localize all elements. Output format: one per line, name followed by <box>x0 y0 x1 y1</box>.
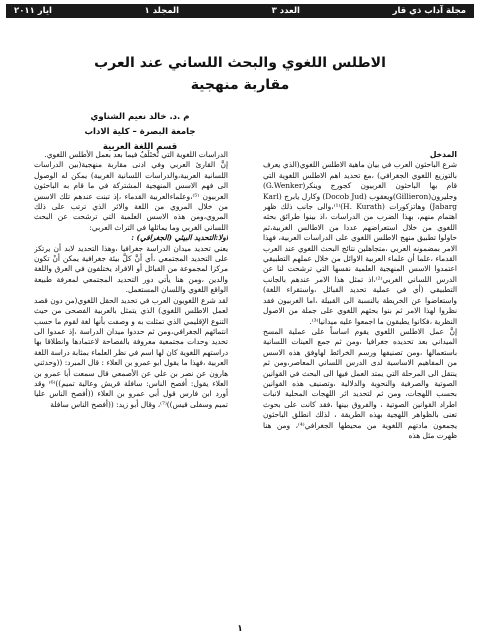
body-paragraph: الدراسات اللغوية التي تُختَلَفُ فيما بعد بعمل الأطلس اللغوي. <box>44 150 228 159</box>
body-paragraph: لقد شرع اللغويون العرب في تحديد الحقل اللغوي(من دون قصد لعمل الاطلس اللغوي) الذي يتمثل بالعربية الفصحى من حيث التنوع الإقليمي الذي تمثلت به و وصفت بأنها لغة لقوم ما حسب انتمائهم الجغرافي،ومن ثم حددوا ميدان الدراسة ،إذ عمدوا الى تحديد وحدات مجتمعية معروفة بالفصاحة لاعتمادها وانطلاقا بها دراستهم اللغوية كان لها اسم في نظر العلماء بمثابة دراسة اللغة العربية ،فهذا ما يقول ابو عمرو بن العلاء : قال المبرد: ((وحدثني هارون عن نصر بن علي عن الأصمعي قال سمعت أبا عمرو بن العلاء يقول: أفصح الناس: سافلة قريش وعالية تميم))⁽⁶⁾ وقد أورد ابن فارس قول أبي عمرو بن العلاء ((أفصح الناس عليا تميم وسفلى قيس))⁽⁷⁾، وقال أبو زيد: ((أفصح الناس سافلة <box>34 295 228 409</box>
body-paragraph: إنَّ القارئ العربي وفي ادنى مقاربة منهجية(بين الدراسات اللسانية العربية،والدراسات اللسانية الغربية) يمكن له الوصول الى فهم الاسس المنهجية المشتركة في ما قام به الباحثون العربيون ⁽⁵⁾،وعلماءالعربية القدماء ،إذ تبنت عندهم تلك الاسس من خلال المروي من اللغة والاثر الذي ترتب على ذلك المروي،ومن هذه الاسس العلمية التي ترشحت عن البحث اللساني الغربي وما يماثلها في التراث العربي: <box>34 160 228 232</box>
issue-number: العدد ٣ <box>271 6 300 16</box>
right-column <box>263 150 457 624</box>
author-name: م .د. خالد نعيم الشناوي <box>90 112 190 122</box>
body-paragraph: شرع الباحثون العرب في بيان ماهية الاطلس اللغوي(الذي يعرف بالتوزيع اللغوي الجغرافي) ،مع تحديد اهم الاطلس اللغوية التي قام بها الباحثون الغربيون كجورج وينكر(G.Wenker) وجليرون(Gillieron)ويعقوب (Docob Jud) وكارل يابرج (Karl Jabarg) وهاتزكورات (H. Kurath)⁽¹⁾،والى جانب ذلك ظهر اهتمام منهم، بهذا الضرب من الدراسات ،اذ بينوا طرائق بحثه اللغوي من خلال استعراضهم عددا من الاطالس الغربية،ثم حاولوا تطبيق منهج الاطلس اللغوي على الدراسات العربية، فهذا الامر بمضمونه العربي ،متجاهلين نتائج البحث اللغوي عند العرب القدماء ،علما أن علماء العربية الاوائل من خلال عملهم التطبيقي اعتمدوا الاسس المنهجية العلمية نفسها التي ترشحت لنا عن الدرس اللساني الغربي⁽²⁾،اذ تمثل هذا الامر عندهم بالجانب التطبيقي (أي في عملية تحديد القبائل ،واستقراء اللغة) واستعاضوا عن الخريطة بالنسبة الى القبيلة ،اما الغربيون فقد نظروا لهذا الامر ثم بنوا بحثهم اللغوي على جملة من الاصول النظرية ،فكانوا يطبقون ما اجمعوا عليه ميدانيا⁽³⁾. <box>263 160 457 326</box>
paper-subtitle: مقاربة منهجية <box>190 77 290 93</box>
section-heading-intro: المدخل <box>429 150 457 159</box>
running-header <box>6 4 474 18</box>
left-column <box>34 150 228 624</box>
author-affiliation: جامعة البصرة – كلية الاداب <box>84 127 196 137</box>
page-number: ١ <box>237 624 243 634</box>
author-department: قسم اللغة العربية <box>102 142 178 152</box>
issue-date: ايار ٢٠١١ <box>14 6 52 16</box>
subsection-heading: اولا:التحديد البيئي (الجغرافي) : <box>131 233 228 243</box>
journal-name: مجلة آداب ذي قار <box>392 6 466 16</box>
volume-number: المجلد ١ <box>144 6 180 16</box>
body-paragraph: إنَّ عمل الاطلس اللغوي يقوم اساساً على عملية المسح الميداني بعد تحديده جغرافيا ،ومن ثم جمع العينات اللسانية باستعمالها ،ومن تصنيفها ورسم الخرائط لهاوفق هذه الاسس من المفاهيم الاساسية لدى الدرس اللساني المعاصر،ومن ثم ينتقل الى المرحلة التي يمتد العمل فيها الى البحث في القوانين الصوتية والصرفية والنحوية والدلالية ،وتصنيف هذه القوانين بحسب اللهجات، ومن ثم لتحديد اثر اللهجات المحلية لانبات اطراد القوانين الصوتية ، والفروق بينها ،فقد كانت على بحوث تعنى بالظواهر اللهجية بهذه الطريقة ، لذلك انطلق الباحثون يجمعون مادتهم اللغوية من محيطها الجغرافي⁽⁴⁾، ومن هنا ظهرت مثل هذه <box>263 326 457 440</box>
author-block <box>40 110 240 155</box>
paper-title: الاطلس اللغوي والبحث اللساني عند العرب <box>94 55 386 71</box>
body-paragraph: يعني تحديد ميدان الدراسة جغرافيا ،وهذا التحديد لابد أن يرتكز على التحديد المجتمعي ،أي أنَّ كلَّ بيئة جغرافية يمكن أنْ تكون مركزا لمجموعة من القبائل أو الافراد يختلفون في العرق واللغة والدين ،ومن هنا يأتي دور التحديد المجتمعي لمعرفة طبيعة الواقع اللغوي واللسان المستعمل. <box>34 243 228 295</box>
